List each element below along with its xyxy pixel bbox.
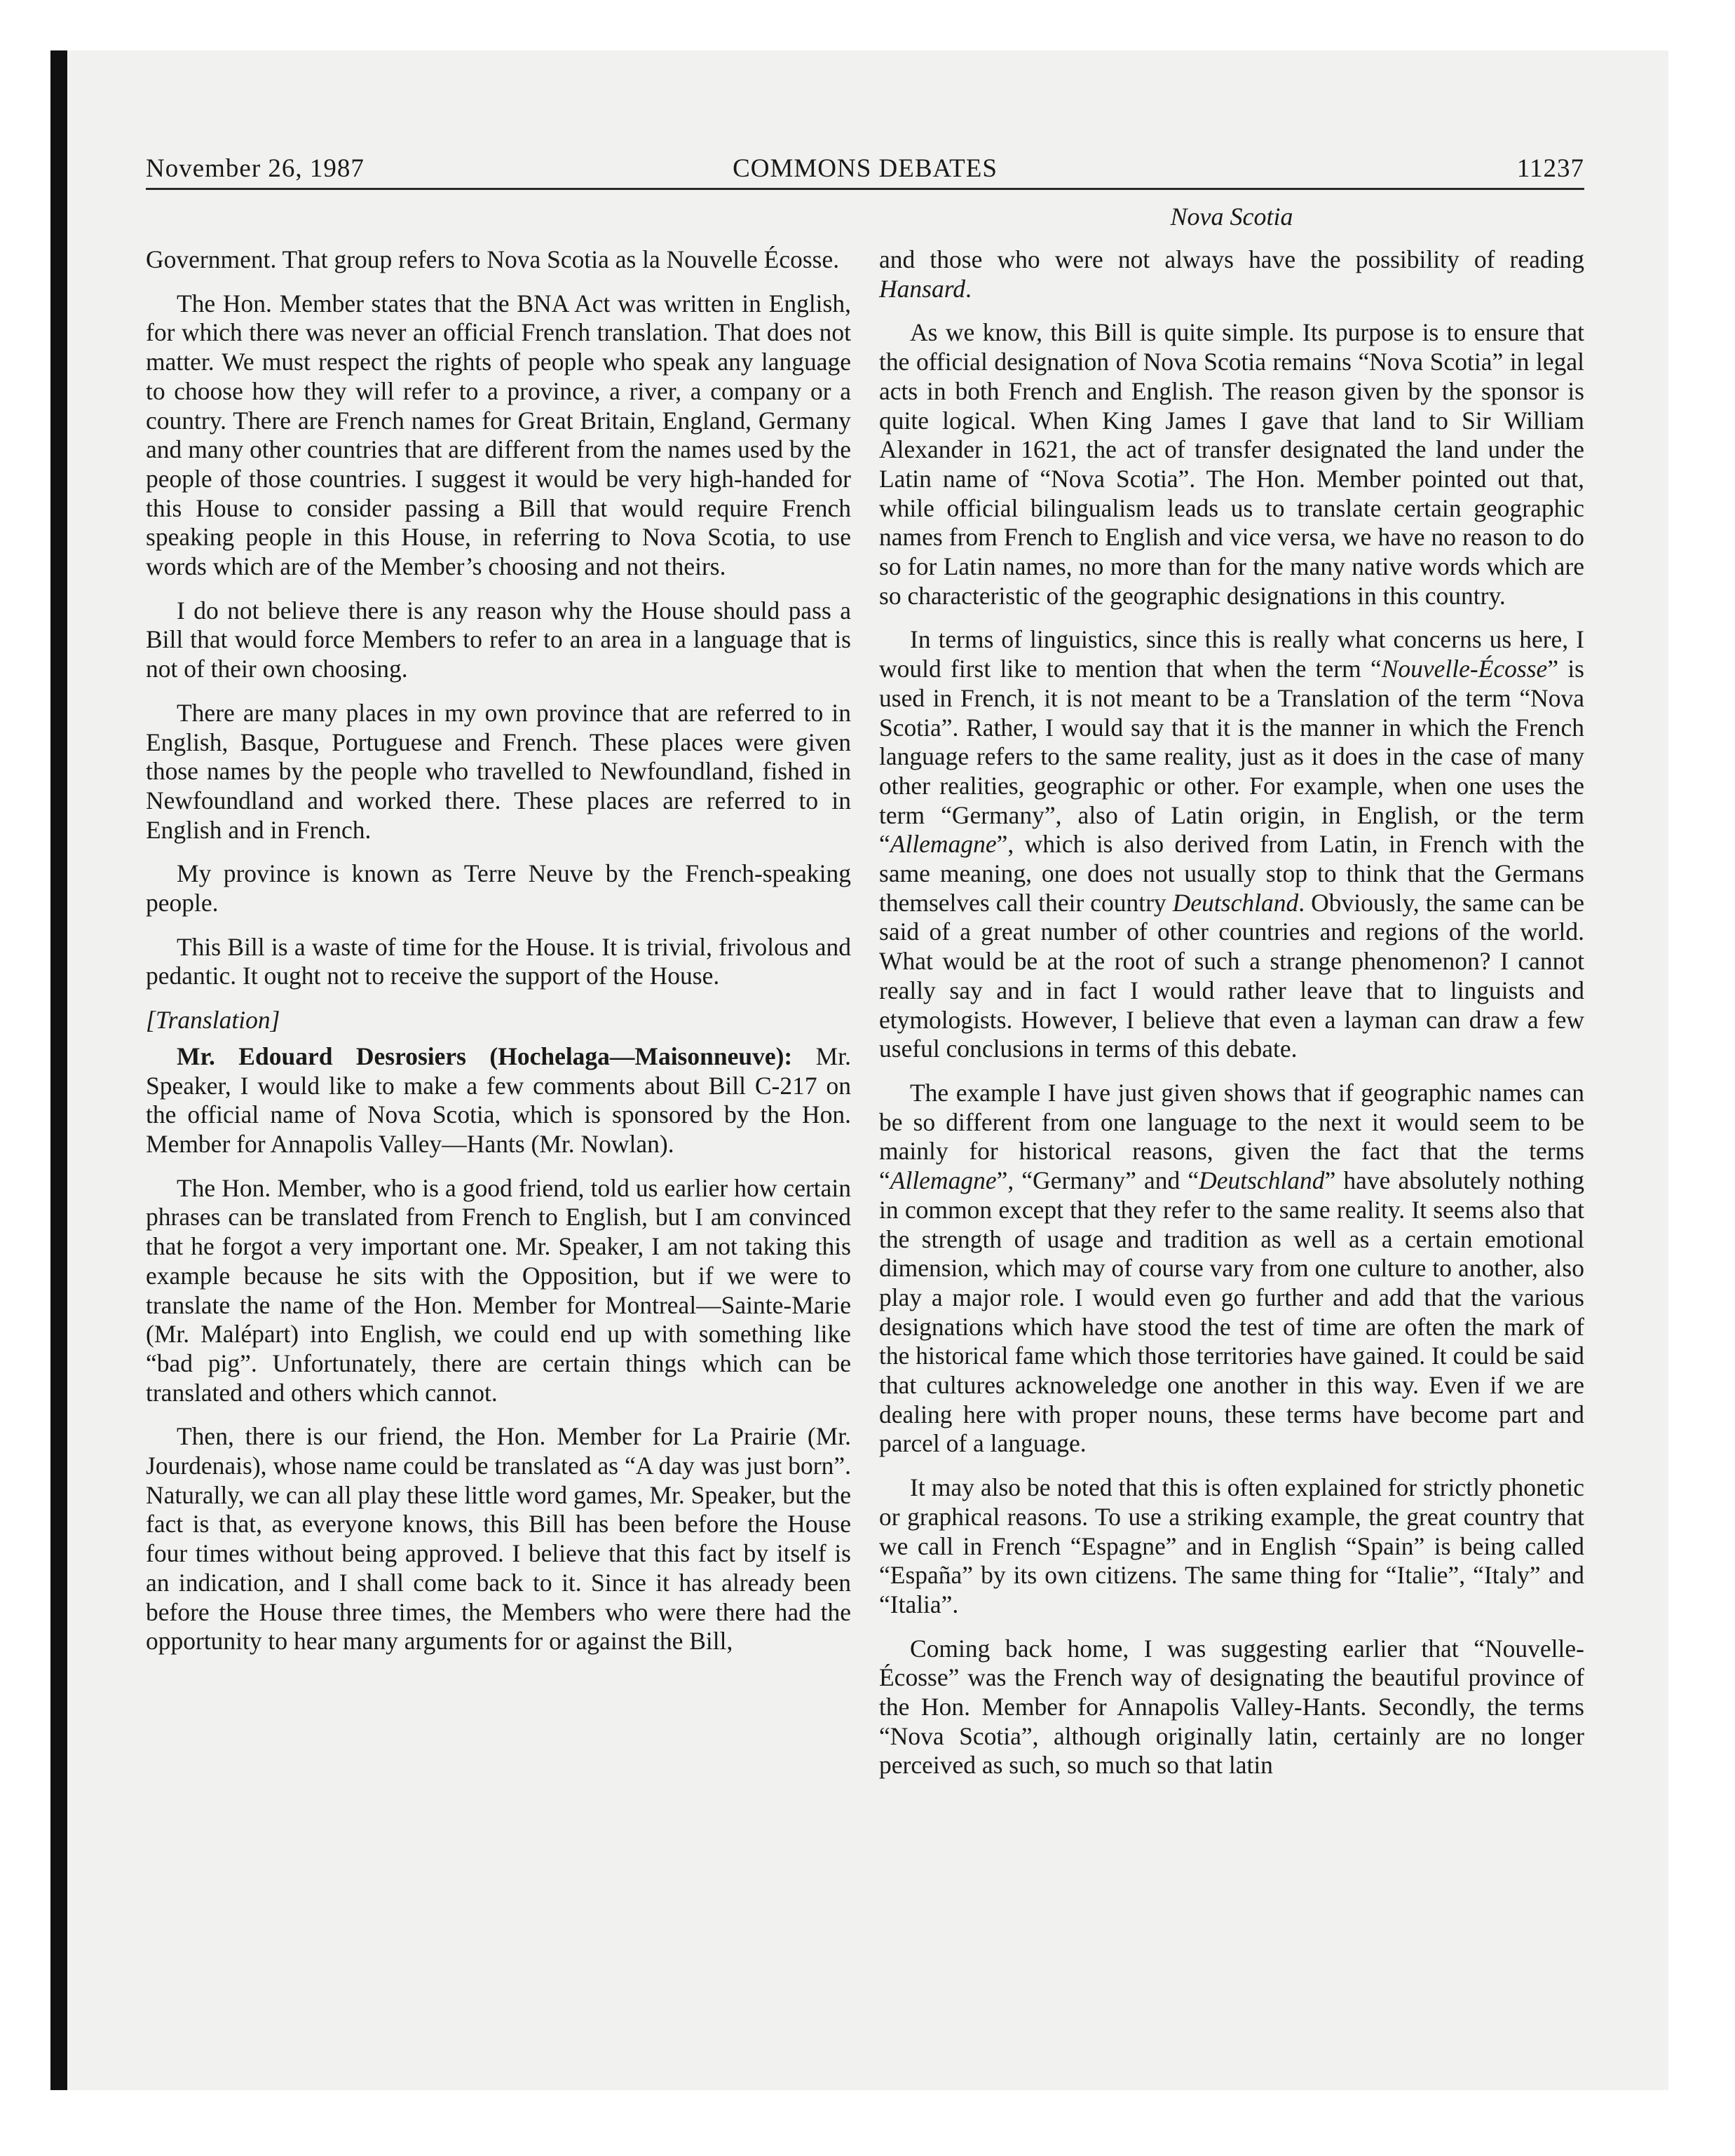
- text-run: ” is used in French, it is not meant to be a Translation of the term “Nova Scotia”. Rather, I would say that it is the manner in which the French language refers to the same reality, just as it does in the case of many other realities, geographic or other. For example, when one uses the term “Germany”, also of Latin origin, in English, or the term “: [879, 655, 1585, 859]
- italic-run: Hansard: [879, 274, 965, 303]
- paragraph: The Hon. Member, who is a good friend, told us earlier how certain phrases can be translated from French to English, but I am convinced that he forgot a very important one. Mr. Speaker, I am not taking this example because he sits with the Opposition, but if we were to translate the name of the Hon. Member for Montreal—Sainte-Marie (Mr. Malépart) into English, we could end up with something like “bad pig”. Unfortunately, there are certain things which can be translated and others which cannot.: [146, 1173, 851, 1407]
- paragraph: My province is known as Terre Neuve by the French-speaking people.: [146, 859, 851, 917]
- paragraph: [879, 625, 1584, 1064]
- page-header: [146, 149, 1584, 190]
- scan-edge: [50, 50, 67, 2090]
- text-run: .: [965, 274, 972, 303]
- paragraph: [879, 1079, 1584, 1459]
- paragraph: Then, there is our friend, the Hon. Member for La Prairie (Mr. Jourdenais), whose name could be translated as “A day was just born”. Naturally, we can all play these little word games, Mr. Speaker, but the fact is that, as everyone knows, this Bill has been before the House four times without being approved. I believe that this fact by itself is an indication, and I shall come back to it. Since it has already been before the House three times, the Members who were there had the opportunity to hear many arguments for or against the Bill,: [146, 1422, 851, 1656]
- paragraph: There are many places in my own province that are referred to in English, Basque, Portuguese and French. These places were given those names by the people who travelled to Newfoundland, fished in Newfoundland and worked there. These places are referred to in English and in French.: [146, 698, 851, 844]
- italic-run: Deutschland: [1199, 1166, 1325, 1195]
- paragraph: This Bill is a waste of time for the House. It is trivial, frivolous and pedantic. It ought not to receive the support of the House.: [146, 932, 851, 990]
- text-run: The example I have just given shows that if geographic names can be so different from one language to the next it would seem to be mainly for historical reasons, given the fact that the terms “: [879, 1078, 1584, 1195]
- text-run: In terms of linguistics, since this is really what concerns us here, I would first like to mention that when the term “: [879, 625, 1584, 683]
- italic-run: Allemagne: [890, 1166, 997, 1195]
- speaker-name: Mr. Edouard Desrosiers (Hochelaga—Maisonneuve):: [177, 1042, 793, 1070]
- right-column: [879, 245, 1584, 1795]
- paragraph: It may also be noted that this is often explained for strictly phonetic or graphical reasons. To use a striking example, the great country that we call in French “Espagne” and in English “Spain” is being called “España” by its own citizens. The same thing for “Italie”, “Italy” and “Italia”.: [879, 1473, 1584, 1618]
- translation-tag: [Translation]: [146, 1006, 280, 1035]
- section-title: Nova Scotia: [1170, 203, 1293, 231]
- left-column: [146, 245, 851, 1671]
- text-run: . Obviously, the same can be said of a great number of other countries and regions of the world. What would be at the root of such a strange phenomenon? I cannot really say and in fact I would rather leave that to linguists and etymologists. However, I believe that even a layman can draw a few useful conclusions in terms of this debate.: [879, 888, 1584, 1063]
- paragraph: Coming back home, I was suggesting earlier that “Nouvelle-Écosse” was the French way of designating the beautiful province of the Hon. Member for Annapolis Valley-Hants. Secondly, the terms “Nova Scotia”, although originally latin, certainly are no longer perceived as such, so much so that latin: [879, 1634, 1584, 1780]
- paragraph: Government. That group refers to Nova Scotia as la Nouvelle Écosse.: [146, 245, 840, 273]
- header-date: November 26, 1987: [146, 154, 365, 183]
- paragraph: I do not believe there is any reason why the House should pass a Bill that would force Members to refer to an area in a language that is not of their own choosing.: [146, 596, 851, 683]
- header-publication: COMMONS DEBATES: [733, 154, 998, 183]
- italic-run: Allemagne: [890, 830, 997, 859]
- text-run: ”, which is also derived from Latin, in French with the same meaning, one does not usually stop to think that the Germans themselves call their country: [879, 830, 1584, 917]
- italic-run: Deutschland: [1172, 888, 1299, 917]
- paragraph: [879, 245, 1584, 303]
- paragraph: The Hon. Member states that the BNA Act was written in English, for which there was never an official French translation. That does not matter. We must respect the rights of people who speak any language to choose how they will refer to a province, a river, a company or a country. There are French names for Great Britain, England, Germany and many other countries that are different from the names used by the people of those countries. I suggest it would be very high-handed for this House to consider passing a Bill that would require French speaking people in this House, in referring to Nova Scotia, to use words which are of the Member’s choosing and not theirs.: [146, 289, 851, 581]
- text-run: ”, “Germany” and “: [996, 1166, 1199, 1195]
- header-page-number: 11237: [1516, 154, 1584, 183]
- speech-text: Mr. Speaker, I would like to make a few comments about Bill C-217 on the official name of Nova Scotia, which is sponsored by the Hon. Member for Annapolis Valley—Hants (Mr. Nowlan).: [146, 1042, 851, 1158]
- paragraph: As we know, this Bill is quite simple. Its purpose is to ensure that the official designation of Nova Scotia remains “Nova Scotia” in legal acts in both French and English. The reason given by the sponsor is quite logical. When King James I gave that land to Sir William Alexander in 1621, the act of transfer designated the land under the Latin name of “Nova Scotia”. The Hon. Member pointed out that, while official bilingualism leads us to translate certain geographic names from French to English and vice versa, we have no reason to do so for Latin names, no more than for the many native words which are so characteristic of the geographic designations in this country.: [879, 318, 1584, 610]
- italic-run: Nouvelle-Écosse: [1381, 655, 1548, 683]
- speech-paragraph: [146, 1042, 851, 1159]
- text-run: ” have absolutely nothing in common except that they refer to the same reality. It seems also that the strength of usage and tradition as well as a certain emotional dimension, which may of course vary from one culture to another, also play a major role. I would even go further and add that the various designations which have stood the test of time are often the mark of the historical fame which those territories have gained. It could be said that cultures acknoweledge one another in this way. Even if we are dealing here with proper nouns, these terms have become part and parcel of a language.: [879, 1166, 1584, 1458]
- text-run: and those who were not always have the possibility of reading: [879, 245, 1584, 273]
